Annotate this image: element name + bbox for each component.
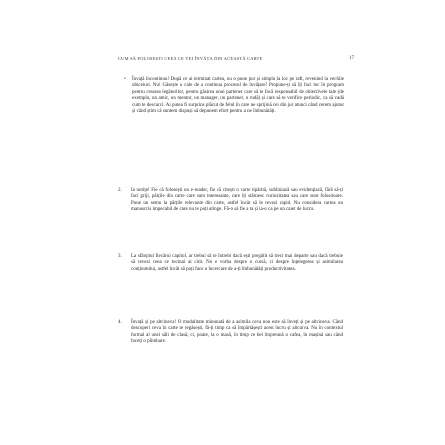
list-item-number: 2. xyxy=(118,188,122,193)
list-item-number: 3. xyxy=(118,254,122,259)
page-number: 17 xyxy=(349,55,355,61)
bullet-text: Învață încontinuu! După ce ai terminat cartea, nu o pune pur și simplu la loc pe raft, revenind la vechile obiceiuri. Nu! Găsește o cale de a continua procesul de învățare! Propune-ți să îți faci loc în program pentru crearea legăturilor, pentru găsirea unui partener care să te facă responsabil de obiectivele tale (de exemplu, un amic, un mentor, un manager, un partener, o rudă) și care să te verifice periodic, ca să vadă cum te descurci. Ai putea fi surprins plăcut de felul în care ne sprijină cei din jur atunci când cerem ajutor și când știm că suntem dispuși să depunem efort pentru a ne îmbunătăți. xyxy=(132,77,344,115)
bullet-marker: • xyxy=(124,77,126,82)
list-item-number: 4. xyxy=(118,320,122,325)
list-item-text: La sfârșitul fiecărui capitol, ar trebui să te întrebi dacă ești pregătit să treci mai departe sau dacă trebuie să revezi ceea ce tocmai ai citit. Nu e vorba despre o cursă, ci despre înțelegerea și asimilarea conținutului, astfel încât să poți face o încercare de a-ți îmbunătăți productivitatea. xyxy=(131,254,343,272)
bullet-paragraph xyxy=(124,77,344,115)
list-item-text: Ia notițe! Fie că folosești un e-reader, fie că citești o carte tipărită, subliniază sau evidențiază, fără să-ți faci griji, părțile din carte care sunt interesante, care îți stârnesc curiozitatea sau care sunt folositoare. Pune un semn la părțile relevante din carte, astfel încât să le revezi rapid. Nu considera cartea un manuscris impecabil de care nu te poți atinge. Fă-o să fie a ta și ia-o ca pe un caiet de lucru. xyxy=(131,188,343,213)
list-item-text: Învață și pe altcineva! O modalitate minunată de a asimila ceva nou este să înveți și pe altcineva. Când descoperi ceva în carte te regăsești, fă-ți timp ca să împărtășești acest lucru și altcuiva. Nu în contextul formal al unei săli de clasă, ci, poate, la o masă, în timp ce bei împreună o cafea, în mașină sau când faceți o plimbare. xyxy=(131,320,343,345)
running-header: CUM SĂ FOLOSEȘTI CEEA CE VEI ÎNVĂȚA DIN ACEASTĂ CARTE xyxy=(118,56,263,61)
